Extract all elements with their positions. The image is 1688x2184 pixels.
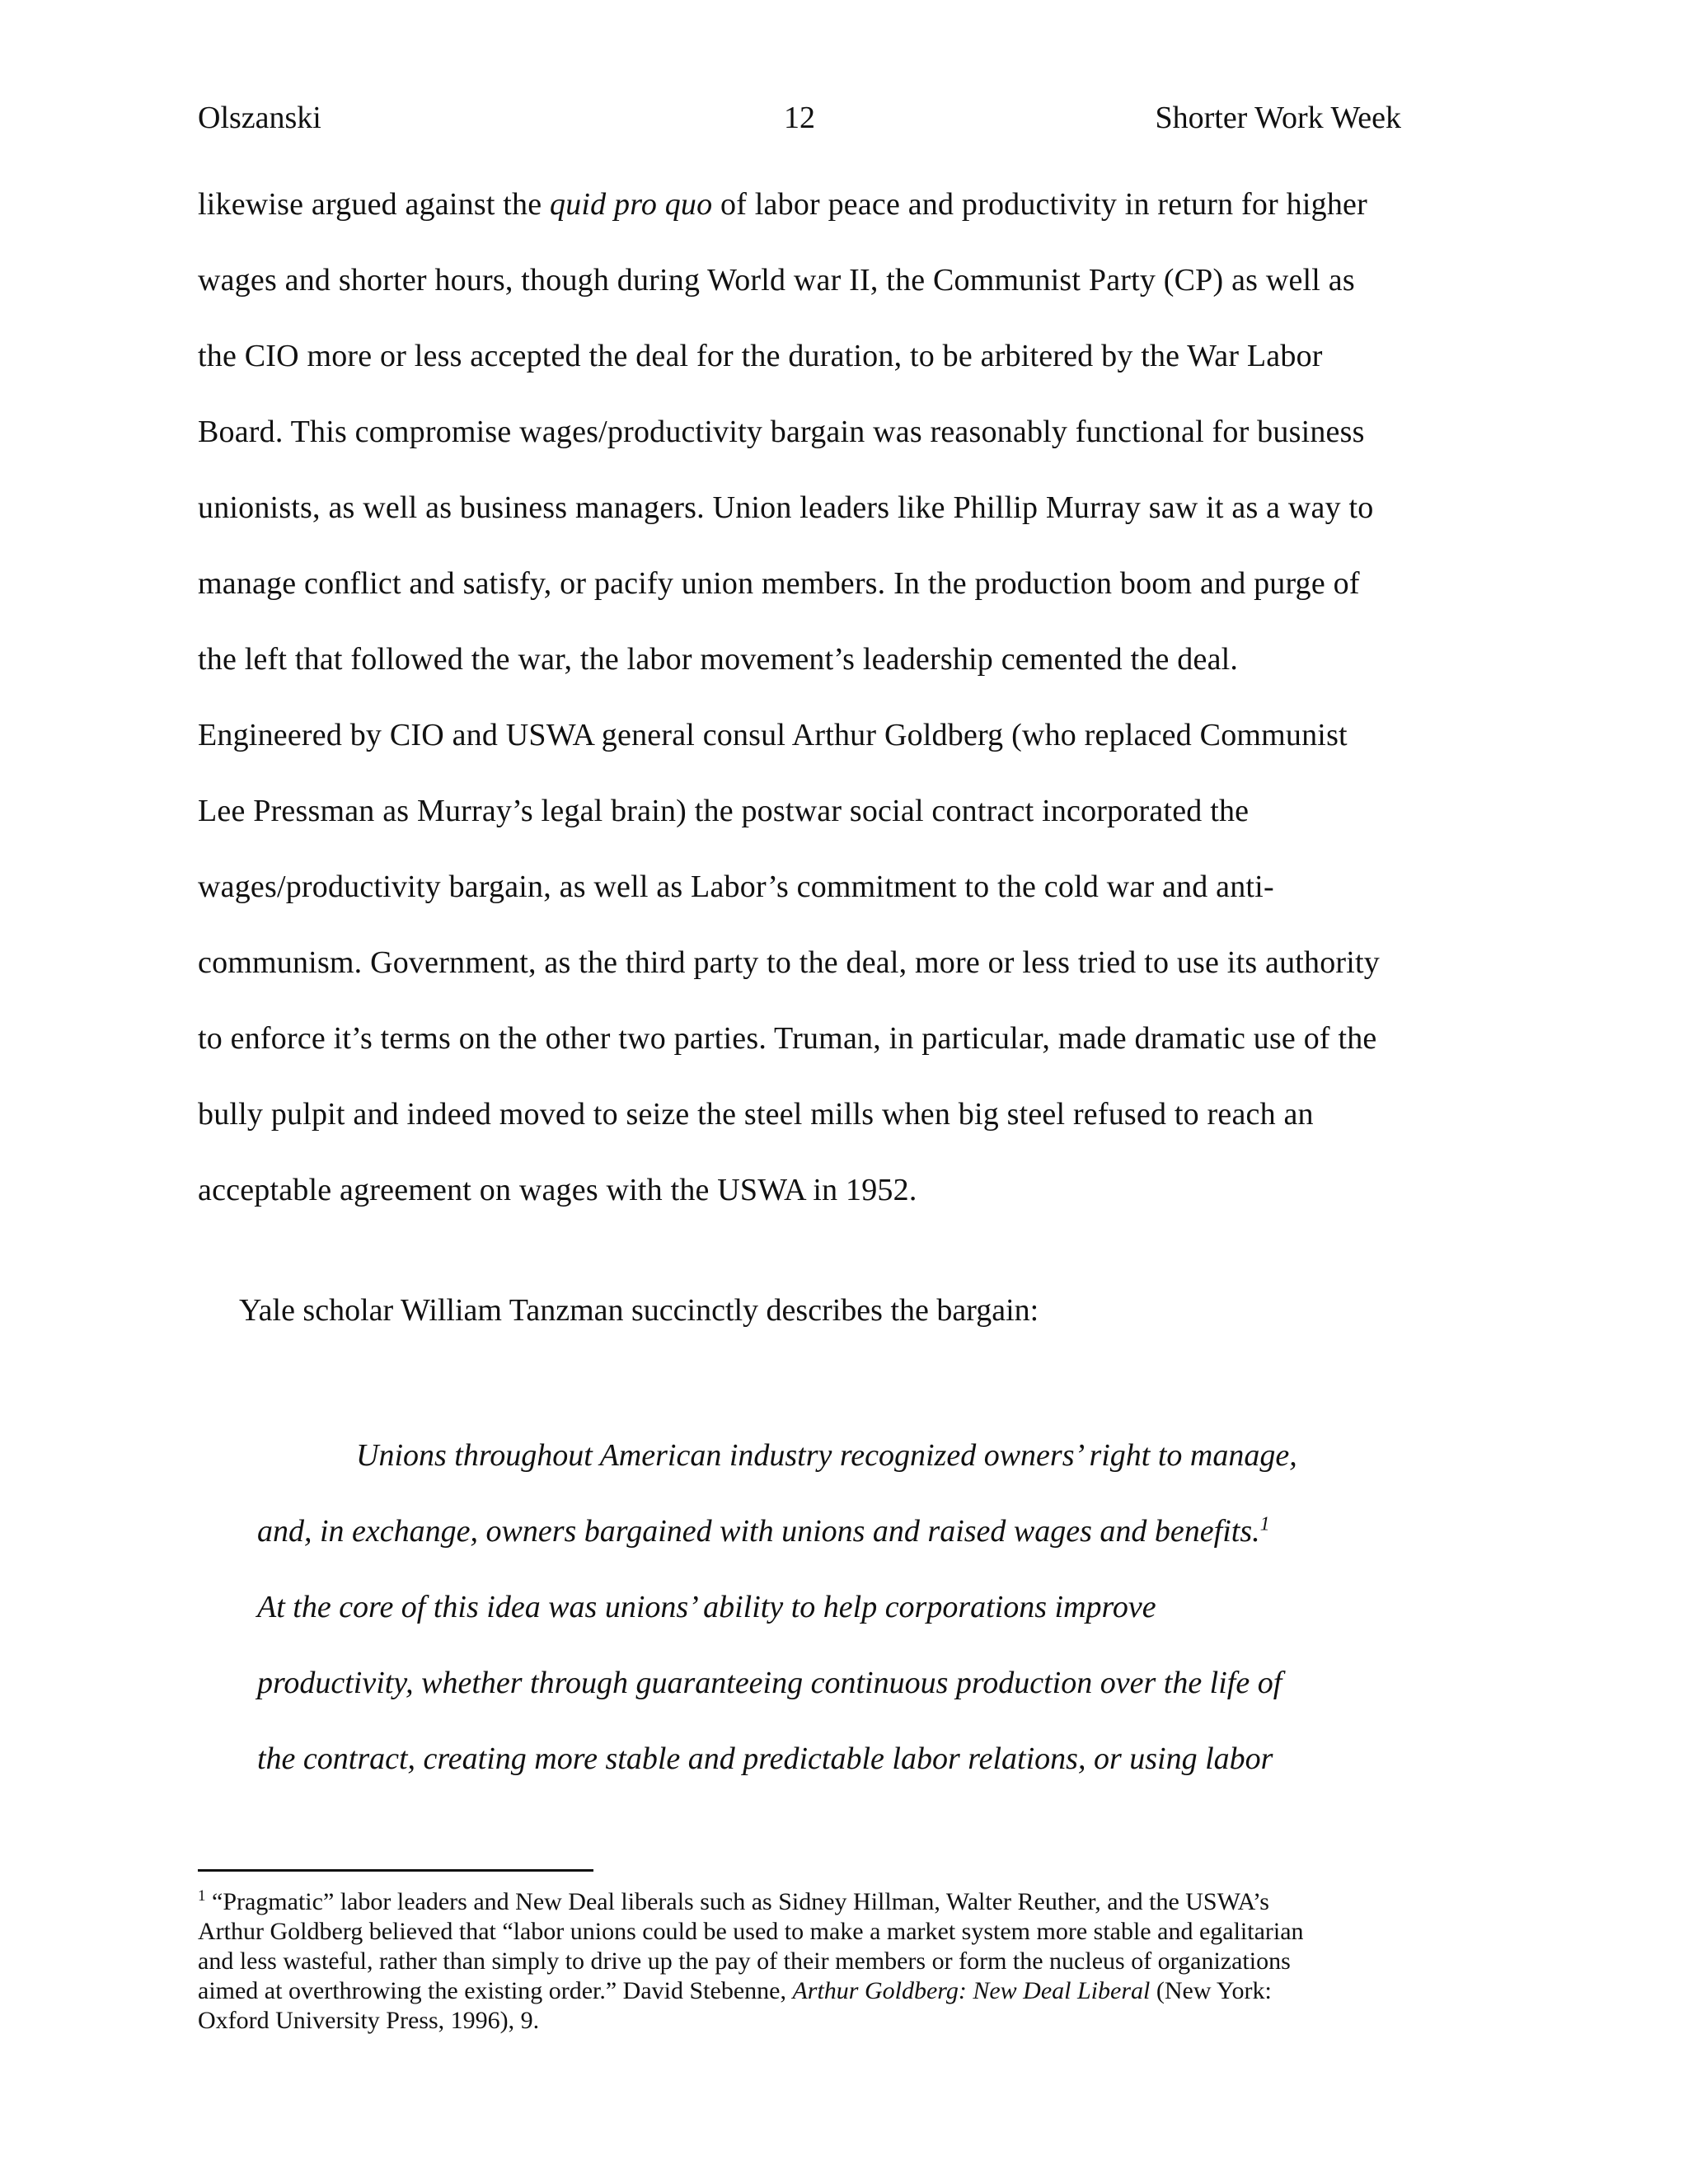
header-author: Olszanski [198, 101, 321, 135]
footnote-separator [198, 1869, 593, 1872]
header-running-title: Shorter Work Week [1155, 101, 1401, 135]
paragraph-line: Board. This compromise wages/productivity bargain was reasonably functional for business [198, 415, 1365, 449]
text-run: of labor peace and productivity in return for higher [712, 187, 1367, 222]
quote-line [257, 1493, 1411, 1569]
quote-line: productivity, whether through guaranteeing continuous production over the life of [257, 1666, 1282, 1700]
footnote-reference[interactable]: 1 [1259, 1513, 1270, 1535]
block-quote [257, 1418, 1411, 1797]
paragraph-line: manage conflict and satisfy, or pacify union members. In the production boom and purge of [198, 566, 1360, 601]
paragraph-line: the left that followed the war, the labor movement’s leadership cemented the deal. [198, 642, 1239, 677]
quote-line: At the core of this idea was unions’ ability to help corporations improve [257, 1590, 1156, 1624]
header-page-number: 12 [784, 101, 815, 135]
paragraph-line: communism. Government, as the third party to the deal, more or less tried to use its authority [198, 945, 1381, 980]
paragraph-line: the CIO more or less accepted the deal for the duration, to be arbitered by the War Labor [198, 339, 1323, 373]
paragraph-line [198, 166, 1434, 242]
text-run: aimed at overthrowing the existing order.” David Stebenne, [198, 1977, 793, 2004]
text-run: “Pragmatic” labor leaders and New Deal liberals such as Sidney Hillman, Walter Reuther, and the USWA’s [205, 1888, 1269, 1915]
text-run: likewise argued against the [198, 187, 550, 222]
paragraph-line: unionists, as well as business managers. Union leaders like Phillip Murray saw it as a way to [198, 490, 1374, 525]
paragraph-line: bully pulpit and indeed moved to seize the steel mills when big steel refused to reach an [198, 1097, 1314, 1132]
footnote-line: Arthur Goldberg believed that “labor unions could be used to make a market system more stable and egalitarian [198, 1918, 1304, 1945]
book-title: Arthur Goldberg: New Deal Liberal [792, 1977, 1151, 2004]
footnote [198, 1887, 1459, 2036]
body-paragraph [198, 166, 1434, 1228]
paragraph-line: to enforce it’s terms on the other two parties. Truman, in particular, made dramatic use of the [198, 1021, 1377, 1056]
text-run: (New York: [1150, 1977, 1272, 2004]
footnote-line [198, 1887, 1459, 1917]
paragraph-line: Lee Pressman as Murray’s legal brain) the postwar social contract incorporated the [198, 794, 1250, 828]
paragraph-line: wages and shorter hours, though during World war II, the Communist Party (CP) as well as [198, 263, 1355, 298]
footnote-marker: 1 [198, 1887, 206, 1905]
quote-intro: Yale scholar William Tanzman succinctly describes the bargain: [239, 1293, 1039, 1328]
paragraph-line: wages/productivity bargain, as well as Labor’s commitment to the cold war and anti- [198, 869, 1274, 904]
footnote-line: and less wasteful, rather than simply to drive up the pay of their members or form the nucleus of organizations [198, 1947, 1291, 1975]
paragraph-line: acceptable agreement on wages with the USWA in 1952. [198, 1173, 917, 1207]
page-header [198, 97, 1401, 138]
text-run: and, in exchange, owners bargained with unions and raised wages and benefits. [257, 1514, 1260, 1549]
footnote-line: Oxford University Press, 1996), 9. [198, 2007, 540, 2034]
footnote-line [198, 1976, 1459, 2006]
italic-phrase: quid pro quo [550, 187, 713, 222]
quote-line: the contract, creating more stable and predictable labor relations, or using labor [257, 1741, 1273, 1776]
paragraph-line: Engineered by CIO and USWA general consul Arthur Goldberg (who replaced Communist [198, 718, 1348, 752]
quote-line: Unions throughout American industry recognized owners’ right to manage, [356, 1438, 1297, 1473]
